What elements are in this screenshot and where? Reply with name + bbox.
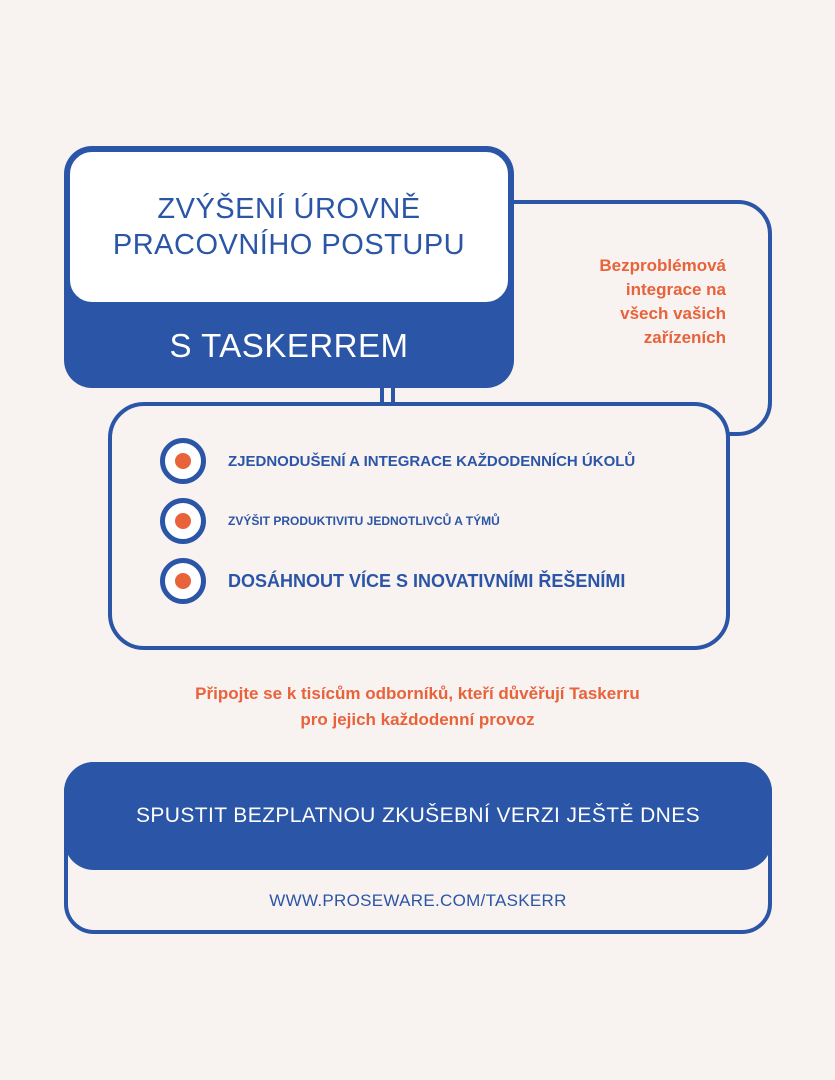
feature-label: DOSÁHNOUT VÍCE S INOVATIVNÍMI ŘEŠENÍMI bbox=[228, 570, 626, 591]
feature-item bbox=[160, 558, 625, 604]
start-trial-button[interactable]: SPUSTIT BEZPLATNOU ZKUŠEBNÍ VERZI JEŠTĚ DNES bbox=[64, 762, 772, 870]
feature-item bbox=[160, 498, 500, 544]
page-subtitle: S TASKERREM bbox=[169, 327, 409, 364]
feature-item bbox=[160, 438, 635, 484]
feature-label: ZJEDNODUŠENÍ A INTEGRACE KAŽDODENNÍCH ÚKOLŮ bbox=[228, 452, 636, 470]
feature-label: ZVÝŠIT PRODUKTIVITU JEDNOTLIVCŮ A TÝMŮ bbox=[228, 514, 500, 528]
integration-note: Bezproblémová integrace na všech vašich zařízeních bbox=[599, 256, 726, 347]
title-panel bbox=[66, 148, 512, 306]
join-message: Připojte se k tisícům odborníků, kteří důvěřují Taskerru pro jejich každodenní provoz bbox=[195, 684, 640, 729]
radio-bullet-icon bbox=[160, 438, 206, 484]
radio-bullet-icon bbox=[160, 558, 206, 604]
website-link[interactable]: WWW.PROSEWARE.COM/TASKERR bbox=[269, 891, 567, 910]
page-title: ZVÝŠENÍ ÚROVNĚ PRACOVNÍHO POSTUPU bbox=[112, 193, 466, 261]
radio-bullet-icon bbox=[160, 498, 206, 544]
